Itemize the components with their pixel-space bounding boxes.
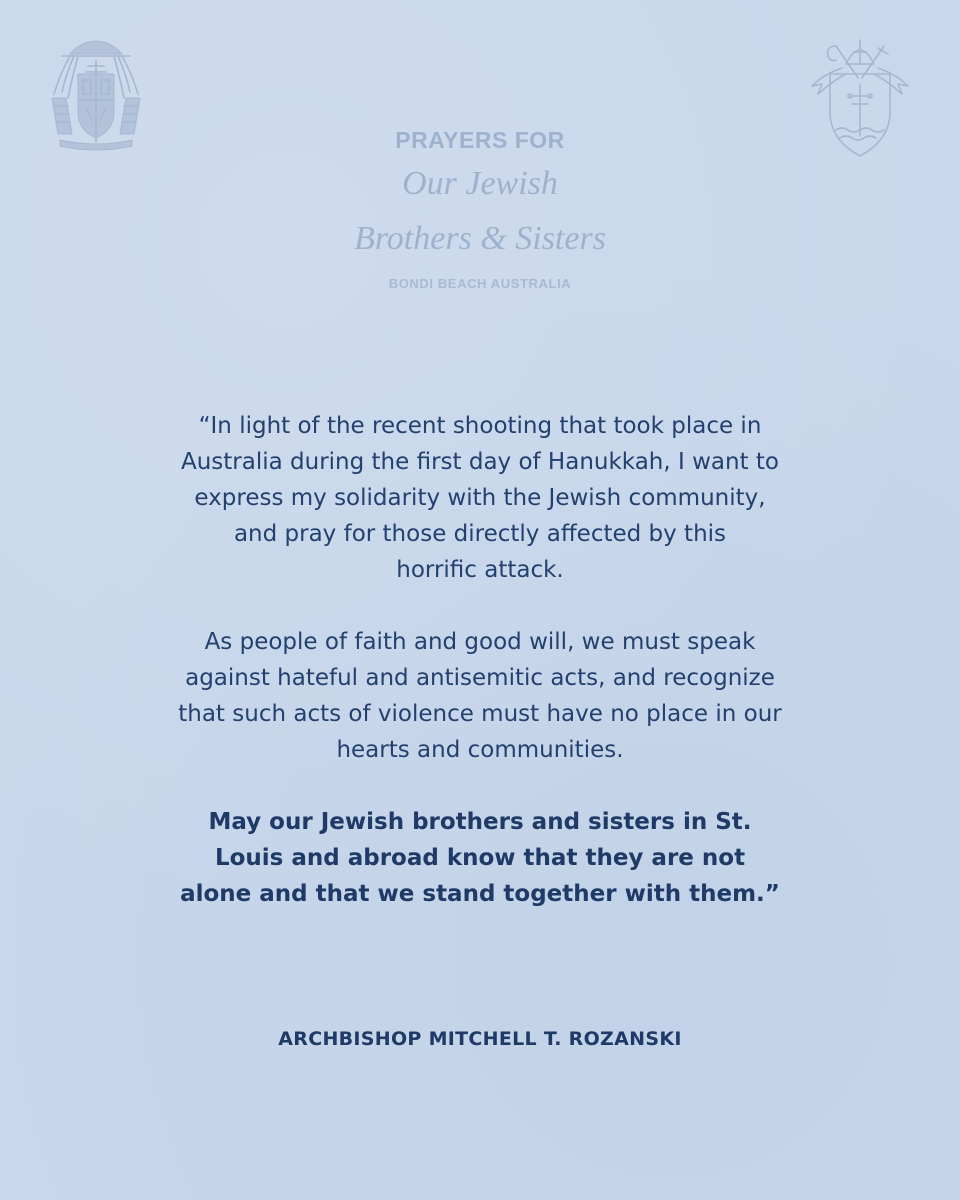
statement-line: May our Jewish brothers and sisters in St. [208, 809, 752, 835]
statement-line: Australia during the first day of Hanukkah, I want to [180, 449, 780, 475]
title-line-1: Our Jewish [402, 165, 558, 202]
statement-line: hearts and communities. [336, 737, 624, 763]
statement-line: “In light of the recent shooting that took place in [198, 413, 762, 439]
statement-line: and pray for those directly affected by this [233, 521, 727, 547]
statement-paragraph-3 [140, 804, 820, 912]
title-line-2: Brothers & Sisters [354, 220, 606, 257]
statement-paragraph-2 [140, 624, 820, 768]
statement-body [140, 408, 820, 912]
statement-line: that such acts of violence must have no place in our [178, 701, 782, 727]
location-subtitle: BONDI BEACH AUSTRALIA [388, 276, 572, 291]
statement-line: against hateful and antisemitic acts, and recognize [185, 665, 775, 691]
signature: ARCHBISHOP MITCHELL T. ROZANSKI [278, 1028, 682, 1050]
statement-line: express my solidarity with the Jewish community, [194, 485, 766, 511]
statement-line: As people of faith and good will, we must speak [204, 629, 756, 655]
statement-paragraph-1 [140, 408, 820, 588]
statement-line: Louis and abroad know that they are not [214, 845, 746, 871]
statement-line: alone and that we stand together with them.” [180, 881, 780, 907]
header-kicker: PRAYERS FOR [395, 127, 565, 153]
statement-line: horrific attack. [396, 557, 564, 583]
header [0, 124, 960, 291]
